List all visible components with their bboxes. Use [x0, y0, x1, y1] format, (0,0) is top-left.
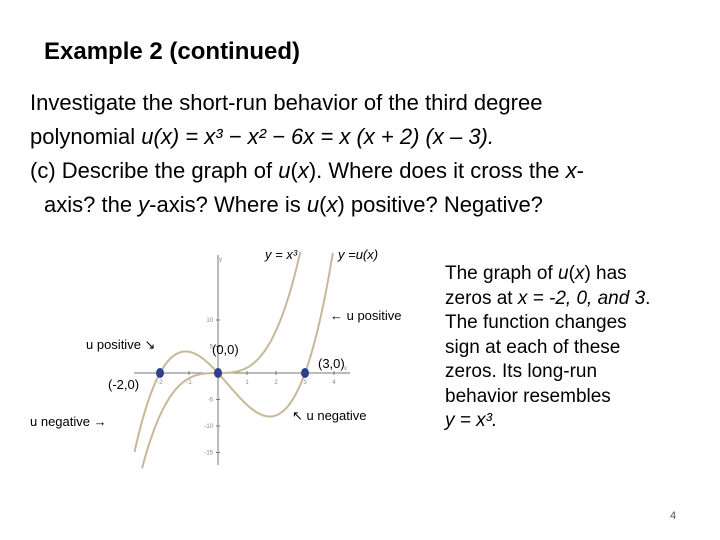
problem-line-4: axis? the y-axis? Where is u(x) positive? Negative? [44, 192, 543, 217]
label-zero-left: (-2,0) [108, 377, 140, 392]
problem-line-1: Investigate the short-run behavior of the third degree [30, 90, 543, 115]
x-tick-label: 2 [274, 380, 278, 386]
problem-line-2: polynomial u(x) = x³ − x² − 6x = x (x + 2) (x – 3). [30, 124, 494, 149]
label-u-negative-left: u negative → [30, 414, 107, 429]
x-tick-label: 1 [245, 380, 249, 386]
explanation-line-6: behavior resembles [445, 385, 611, 407]
y-tick-label: 5 [209, 344, 213, 351]
y-axis-label: y [219, 257, 222, 263]
slide-title: Example 2 (continued) [44, 38, 301, 65]
y-tick-label: -10 [204, 424, 213, 430]
explanation-text [445, 262, 695, 434]
explanation-line-1: The graph of u(x) has [445, 263, 627, 284]
x-tick-label: 4 [332, 380, 336, 386]
y-tick-label: 10 [206, 318, 213, 324]
x-tick-label: -2 [157, 380, 163, 386]
label-zero-right: (3,0) [318, 356, 345, 371]
y-tick-label: -15 [204, 450, 213, 457]
label-u-negative-right: ↖ u negative [292, 408, 367, 423]
label-y-equals-x-cubed: y = x³ [265, 247, 298, 262]
x-axis-label: x [344, 366, 347, 372]
explanation-line-4: sign at each of these [445, 336, 621, 358]
y-tick-label: -5 [207, 397, 213, 404]
label-u-positive-left: u positive ↘ [86, 337, 156, 352]
x-tick-label: 3 [303, 380, 307, 386]
explanation-line-5: zeros. Its long-run [445, 361, 598, 382]
label-zero-origin: (0,0) [212, 342, 239, 357]
polynomial-expression: u(x) = x³ − x² − 6x = x (x + 2) (x – 3). [141, 124, 494, 149]
explanation-line-2: zeros at x = -2, 0, and 3. [445, 287, 651, 309]
zero-marker [301, 368, 309, 378]
page-number: 4 [670, 510, 677, 522]
label-u-positive-right: ← u positive [330, 308, 402, 323]
problem-line-3: (c) Describe the graph of u(x). Where does it cross the x- [30, 158, 584, 183]
explanation-line-3: The function changes [445, 312, 627, 333]
label-y-equals-u: y =u(x) [338, 247, 379, 262]
curve-y-equals-x-cubed [142, 252, 300, 469]
zero-marker [156, 368, 164, 378]
x-tick-label: -1 [186, 380, 192, 386]
explanation-line-7: y = x³. [445, 410, 498, 431]
zero-marker [214, 368, 222, 378]
